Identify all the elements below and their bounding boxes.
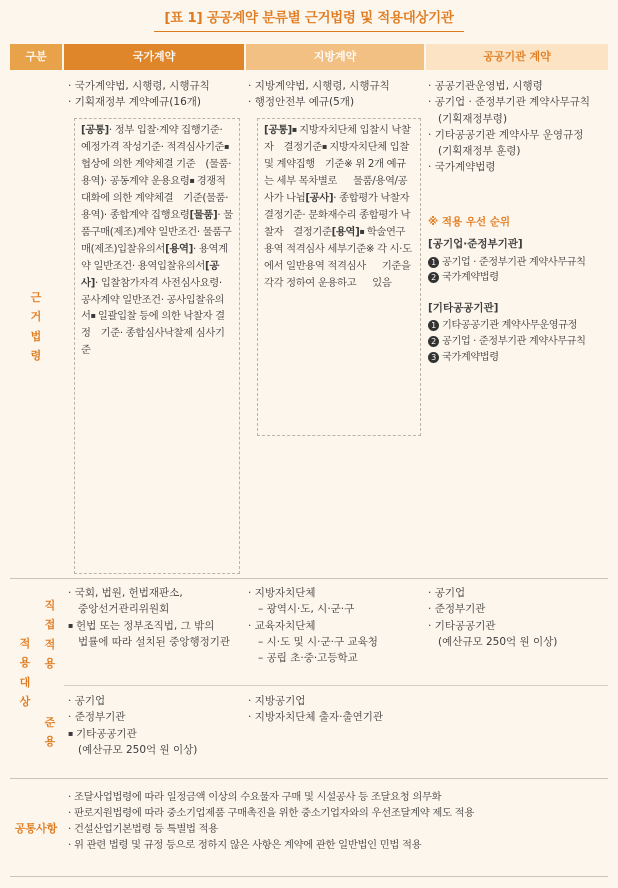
legal-item: · 국가계약법령 xyxy=(428,159,590,175)
legal-item: · 정부 입찰·계약 집행기준 xyxy=(109,124,220,136)
legal-item: · 적격심사기준 xyxy=(161,141,224,153)
legal-item: · 예정가격 작성기준 xyxy=(81,124,222,153)
target-item: · 공기업 xyxy=(68,693,197,709)
priority-item xyxy=(428,350,586,366)
legal-item: ▪ 일괄입찰 등에 의한 낙찰자 결정 xyxy=(81,310,225,339)
row-label-common: 공통사항 xyxy=(14,822,58,835)
row-label-direct: 직 접 적 용 xyxy=(44,599,56,670)
number-badge: 2 xyxy=(428,272,439,283)
priority-item-text: 기타공공기관 계약사무운영규정 xyxy=(442,320,578,332)
legal-item: [공통] xyxy=(81,124,109,136)
common-items xyxy=(68,790,474,854)
number-badge: 3 xyxy=(428,352,439,363)
legal-item: · 공공기관운영법, 시행령 xyxy=(428,78,590,94)
target-item: 법률에 따라 설치된 중앙행정기관 xyxy=(78,635,231,648)
row-divider-legal xyxy=(10,578,608,579)
legal-item: ▪ 지방자치단체 입찰시 낙찰자 xyxy=(264,124,411,153)
priority-group-title: [공기업·준정부기관] xyxy=(428,238,523,251)
target-item: · 지방공기업 xyxy=(248,693,383,709)
legal-item: (기획재정부 훈령) xyxy=(438,145,521,158)
target-item: · 국회, 법원, 헌법재판소, xyxy=(68,585,230,601)
legal-item: 결정기준 xyxy=(283,140,322,153)
legal-item: · 물품구매(제조)입찰유의서 xyxy=(81,226,231,255)
target-item: – 시·도 및 시·군·구 교육청 xyxy=(258,635,378,648)
priority-item xyxy=(428,334,586,350)
legal-item: 기준 xyxy=(100,327,120,340)
public-priority xyxy=(428,214,586,366)
legal-item: (물품·용역) xyxy=(81,157,232,187)
target-item: ▪ 헌법 또는 정부조직법, 그 밖의 xyxy=(68,618,230,634)
legal-item: · 종합계약 집행요령 xyxy=(104,209,190,221)
priority-item xyxy=(428,318,586,334)
national-direct xyxy=(68,585,230,650)
legal-item: [용역] xyxy=(165,242,194,255)
row-divider-direct xyxy=(64,685,608,686)
target-item: ▪ 기타공공기관 xyxy=(68,726,197,742)
public-direct xyxy=(428,585,557,650)
legal-item: · 용역입찰유의서 xyxy=(132,260,205,272)
number-badge: 1 xyxy=(428,320,439,331)
legal-item: [공사] xyxy=(305,191,334,204)
number-badge: 1 xyxy=(428,257,439,268)
legal-item: · 행정안전부 예규(5개) xyxy=(248,94,390,110)
priority-title: ※ 적용 우선 순위 xyxy=(428,216,511,228)
target-item: · 지방자치단체 출자·출연기관 xyxy=(248,709,383,725)
local-applied xyxy=(248,693,383,726)
local-legal-top xyxy=(248,78,390,111)
legal-item: ▪ 지방자치단체 입찰 및 계약집행 xyxy=(264,141,409,170)
legal-item: [물품] xyxy=(189,208,218,221)
legal-item: 기준 xyxy=(324,157,345,170)
priority-item-text: 공기업 · 준정부기관 계약사무규칙 xyxy=(442,336,586,348)
target-item: · 교육자치단체 xyxy=(248,618,378,634)
legal-item: [용역] xyxy=(331,225,360,238)
legal-item: ※ 위 2개 예규는 세부 목차별로 xyxy=(264,157,406,187)
legal-item: ▪ 협상에 의한 계약체결 기준 xyxy=(81,141,229,170)
target-item: · 준정부기관 xyxy=(428,601,557,617)
legal-item: [공사] xyxy=(81,259,219,289)
priority-item xyxy=(428,255,586,271)
header-gubun: 구분 xyxy=(10,44,62,70)
legal-item: 기준을 각각 정하여 운용하고 xyxy=(264,259,411,289)
legal-item: · 종합평가 낙찰자 결정기준 xyxy=(264,192,409,221)
title-underline xyxy=(154,31,464,32)
legal-item: · 용역계약 일반조건 xyxy=(81,243,228,272)
legal-item: · 종합심사낙찰제 심사기준 xyxy=(81,327,225,356)
legal-item: · 기타공공기관 계약사무 운영규정 xyxy=(428,127,590,143)
target-item: (예산규모 250억 원 이상) xyxy=(78,743,198,756)
local-legal-box xyxy=(257,118,421,436)
target-item: · 기타공공기관 xyxy=(428,618,557,634)
legal-item: · 공사입찰유의서 xyxy=(81,294,224,323)
number-badge: 2 xyxy=(428,336,439,347)
target-item: 중앙선거관리위원회 xyxy=(78,603,170,616)
legal-item: · 지방계약법, 시행령, 시행규칙 xyxy=(248,78,390,94)
row-divider-bottom xyxy=(10,876,608,877)
target-item: · 준정부기관 xyxy=(68,709,197,725)
legal-item: · 물품구매(제조)계약 일반조건 xyxy=(81,209,233,238)
legal-item: 있음 xyxy=(372,276,392,289)
public-legal-top xyxy=(428,78,590,176)
legal-item: [공통] xyxy=(264,124,292,136)
legal-item: · 문화재수리 종합평가 낙찰자 xyxy=(264,209,410,238)
legal-item: ▪ 경쟁적 대화에 의한 계약체결 xyxy=(81,175,226,204)
common-item: · 위 관련 법령 및 규정 등으로 정하지 않은 사항은 계약에 관한 일반법인 민법 적용 xyxy=(68,838,474,854)
page-title: [표 1] 공공계약 분류별 근거법령 및 적용대상기관 xyxy=(164,10,454,26)
row-label-applied: 준 용 xyxy=(44,716,56,749)
priority-item-text: 국가계약법령 xyxy=(442,272,499,284)
national-legal-box xyxy=(74,118,240,574)
target-item: – 공립 초·중·고등학교 xyxy=(258,652,358,665)
legal-item: · 입찰참가자격 사전심사요령 xyxy=(95,277,219,289)
common-item: · 조달사업법령에 따라 일정금액 이상의 수요물자 구매 및 시설공사 등 조달요청 의무화 xyxy=(68,790,474,806)
local-direct xyxy=(248,585,378,666)
legal-item: · 기획재정부 계약예규(16개) xyxy=(68,94,210,110)
row-label-target: 적 용 대 상 xyxy=(19,637,31,708)
legal-item: 결정기준 xyxy=(293,225,332,238)
legal-item: · 공사계약 일반조건 xyxy=(81,277,222,306)
legal-item: · 공기업 · 준정부기관 계약사무규칙 xyxy=(428,94,590,110)
legal-item: · 공동계약 운용요령 xyxy=(104,175,190,187)
legal-item: · 국가계약법, 시행령, 시행규칙 xyxy=(68,78,210,94)
legal-item: 기준(물품·용역) xyxy=(81,191,229,221)
header-national: 국가계약 xyxy=(64,44,244,70)
target-item: · 지방자치단체 xyxy=(248,585,378,601)
national-legal-top xyxy=(68,78,210,111)
national-applied xyxy=(68,693,197,758)
priority-item-text: 국가계약법령 xyxy=(442,352,499,364)
legal-item: ※ 각 시·도에서 일반용역 적격심사 xyxy=(264,242,412,272)
priority-item-text: 공기업 · 준정부기관 계약사무규칙 xyxy=(442,256,586,268)
header-local: 지방계약 xyxy=(246,44,424,70)
row-label-legal-basis: 근 거 법 령 xyxy=(30,291,42,362)
legal-item: (기획재정부령) xyxy=(438,112,508,125)
legal-item: ▪ 학술연구용역 적격심사 세부기준 xyxy=(264,226,405,255)
common-item: · 판로지원법령에 따라 중소기업제품 구매촉진을 위한 중소기업자와의 우선조달계약 제도 적용 xyxy=(68,806,474,822)
target-item: (예산규모 250억 원 이상) xyxy=(438,635,558,648)
priority-item xyxy=(428,270,586,286)
priority-group-title: [기타공공기관] xyxy=(428,302,499,315)
header-public: 공공기관 계약 xyxy=(426,44,608,70)
legal-item: 물품/용역/공사가 나뉨 xyxy=(264,174,408,204)
target-item: – 광역시·도, 시·군·구 xyxy=(258,603,355,616)
common-item: · 건설산업기본법령 등 특별법 적용 xyxy=(68,822,474,838)
target-item: · 공기업 xyxy=(428,585,557,601)
row-divider-target xyxy=(10,778,608,779)
